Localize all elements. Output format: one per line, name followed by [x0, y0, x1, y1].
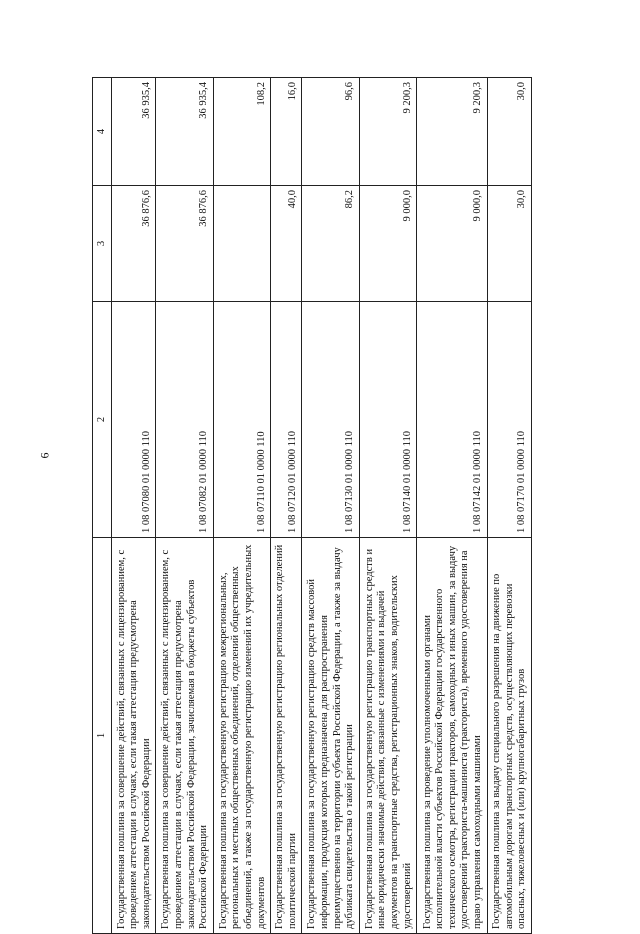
row-value-col3: 9 000,0	[359, 186, 416, 302]
header-row	[93, 78, 112, 934]
revenue-table	[92, 77, 532, 934]
table-row	[213, 78, 270, 934]
table-row	[271, 78, 302, 934]
header-cell: 1	[93, 538, 112, 934]
row-name: Государственная пошлина за государственную регистрацию региональных отделений политической партии	[271, 538, 302, 934]
row-code: 1 08 07080 01 0000 110	[112, 302, 156, 538]
row-name: Государственная пошлина за выдачу специального разрешения на движение по автомобильным дорогам транспортных средств, осуществляющих перевозки опасных, тяжеловесных и (или) крупногабаритных грузов	[487, 538, 531, 934]
row-value-col4: 9 200,3	[417, 78, 487, 186]
row-name: Государственная пошлина за государственную регистрацию межрегиональных, региональных и местных общественных объединений, отделений общественных объединений, а также за государственную регистрацию изменений их учредительных документов	[213, 538, 270, 934]
row-name: Государственная пошлина за проведение уполномоченными органами исполнительной власти субъектов Российской Федерации государственного технического осмотра, регистрации тракторов, самоходных и иных машин, за выдачу удостоверений тракториста-машиниста (тракториста), временного удостоверения на право управления самоходными машинами	[417, 538, 487, 934]
table-row	[417, 78, 487, 934]
row-code: 1 08 07110 01 0000 110	[213, 302, 270, 538]
table-row	[156, 78, 213, 934]
row-value-col4: 30,0	[487, 78, 531, 186]
row-value-col4: 9 200,3	[359, 78, 416, 186]
row-value-col4: 108,2	[213, 78, 270, 186]
row-value-col3: 9 000,0	[417, 186, 487, 302]
row-code: 1 08 07140 01 0000 110	[359, 302, 416, 538]
row-value-col3: 40,0	[271, 186, 302, 302]
table-row	[359, 78, 416, 934]
row-code: 1 08 07120 01 0000 110	[271, 302, 302, 538]
table-row	[302, 78, 359, 934]
row-name: Государственная пошлина за совершение действий, связанных с лицензированием, с проведением аттестации в случаях, если такая аттестация предусмотрена законодательством Российской Федерации	[112, 538, 156, 934]
header-cell: 4	[93, 78, 112, 186]
row-code: 1 08 07130 01 0000 110	[302, 302, 359, 538]
row-value-col4: 36 935,4	[156, 78, 213, 186]
row-name: Государственная пошлина за совершение действий, связанных с лицензированием, с проведением аттестации в случаях, если такая аттестация предусмотрена законодательством Российской Федерации, зачисляемая в бюджеты субъектов Российской Федерации	[156, 538, 213, 934]
table-row	[487, 78, 531, 934]
row-value-col4: 16,0	[271, 78, 302, 186]
row-code: 1 08 07170 01 0000 110	[487, 302, 531, 538]
row-value-col4: 96,6	[302, 78, 359, 186]
row-value-col3: 30,0	[487, 186, 531, 302]
rotated-table-container	[92, 78, 532, 934]
row-value-col4: 36 935,4	[112, 78, 156, 186]
row-name: Государственная пошлина за государственную регистрацию транспортных средств и иные юридически значимые действия, связанные с изменениями и выдачей документов на транспортные средства, регистрационных знаков, водительских удостоверений	[359, 538, 416, 934]
row-code: 1 08 07142 01 0000 110	[417, 302, 487, 538]
table-row	[112, 78, 156, 934]
row-value-col3	[213, 186, 270, 302]
row-name: Государственная пошлина за государственную регистрацию средств массовой информации, продукция которых предназначена для распространения преимущественно на территории субъекта Российской Федерации, а также за выдачу дубликата свидетельства о такой регистрации	[302, 538, 359, 934]
header-cell: 3	[93, 186, 112, 302]
row-value-col3: 86,2	[302, 186, 359, 302]
row-value-col3: 36 876,6	[112, 186, 156, 302]
header-cell: 2	[93, 302, 112, 538]
page-number: 6	[37, 452, 52, 459]
row-value-col3: 36 876,6	[156, 186, 213, 302]
row-code: 1 08 07082 01 0000 110	[156, 302, 213, 538]
